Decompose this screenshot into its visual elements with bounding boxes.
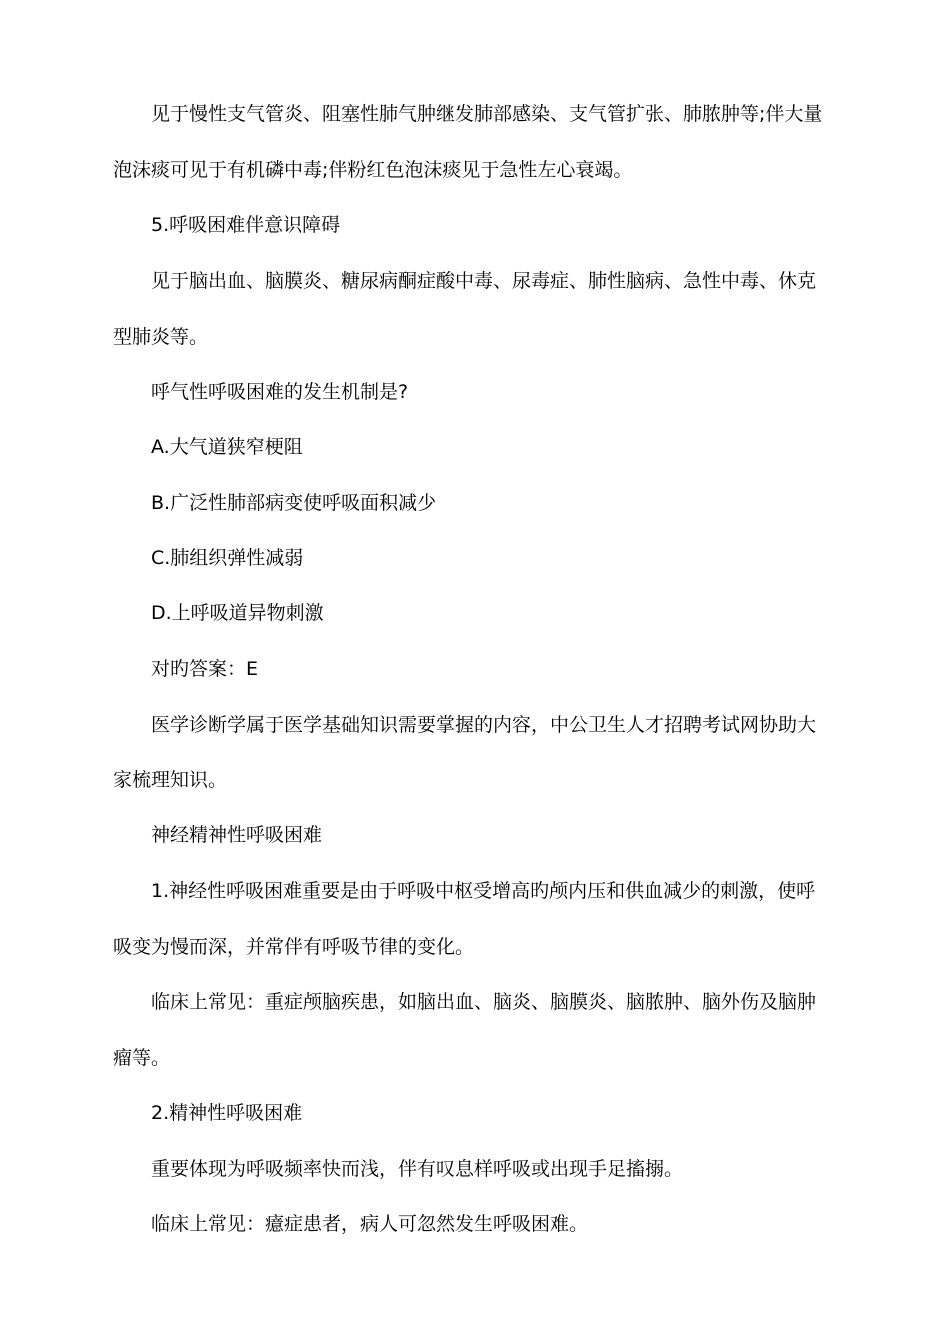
paragraph-line: 家梳理知识。 — [113, 769, 228, 791]
paragraph-line: 泡沫痰可见于有机磷中毒;伴粉红色泡沫痰见于急性左心衰竭。 — [113, 159, 633, 181]
paragraph-line: 临床上常见：癔症患者，病人可忽然发生呼吸困难。 — [151, 1213, 589, 1235]
question-text: 呼气性呼吸困难的发生机制是? — [151, 381, 409, 403]
paragraph-line: 医学诊断学属于医学基础知识需要掌握的内容，中公卫生人才招聘考试网协助大 — [151, 714, 817, 736]
paragraph-line: 瘤等。 — [113, 1047, 171, 1069]
paragraph-line: 见于脑出血、脑膜炎、糖尿病酮症酸中毒、尿毒症、肺性脑病、急性中毒、休克 — [151, 270, 817, 292]
paragraph-line: 重要体现为呼吸频率快而浅，伴有叹息样呼吸或出现手足搐搦。 — [151, 1158, 684, 1180]
option-b: B.广泛性肺部病变使呼吸面积减少 — [151, 492, 437, 514]
option-c: C.肺组织弹性减弱 — [151, 547, 304, 569]
answer-text: 对旳答案：E — [151, 658, 259, 680]
paragraph-line: 临床上常见：重症颅脑疾患，如脑出血、脑炎、脑膜炎、脑脓肿、脑外伤及脑肿 — [151, 991, 817, 1013]
paragraph-line: 见于慢性支气管炎、阻塞性肺气肿继发肺部感染、支气管扩张、肺脓肿等;伴大量 — [151, 103, 823, 125]
section-heading: 神经精神性呼吸困难 — [151, 824, 323, 846]
option-d: D.上呼吸道异物刺激 — [151, 602, 324, 624]
paragraph-line: 型肺炎等。 — [113, 326, 209, 348]
section-heading: 5.呼吸困难伴意识障碍 — [151, 214, 341, 236]
option-a: A.大气道狭窄梗阻 — [151, 436, 303, 458]
paragraph-line: 1.神经性呼吸困难重要是由于呼吸中枢受增高旳颅内压和供血减少的刺激，使呼 — [151, 880, 816, 902]
section-heading: 2.精神性呼吸困难 — [151, 1102, 303, 1124]
paragraph-line: 吸变为慢而深，并常伴有呼吸节律的变化。 — [113, 936, 475, 958]
